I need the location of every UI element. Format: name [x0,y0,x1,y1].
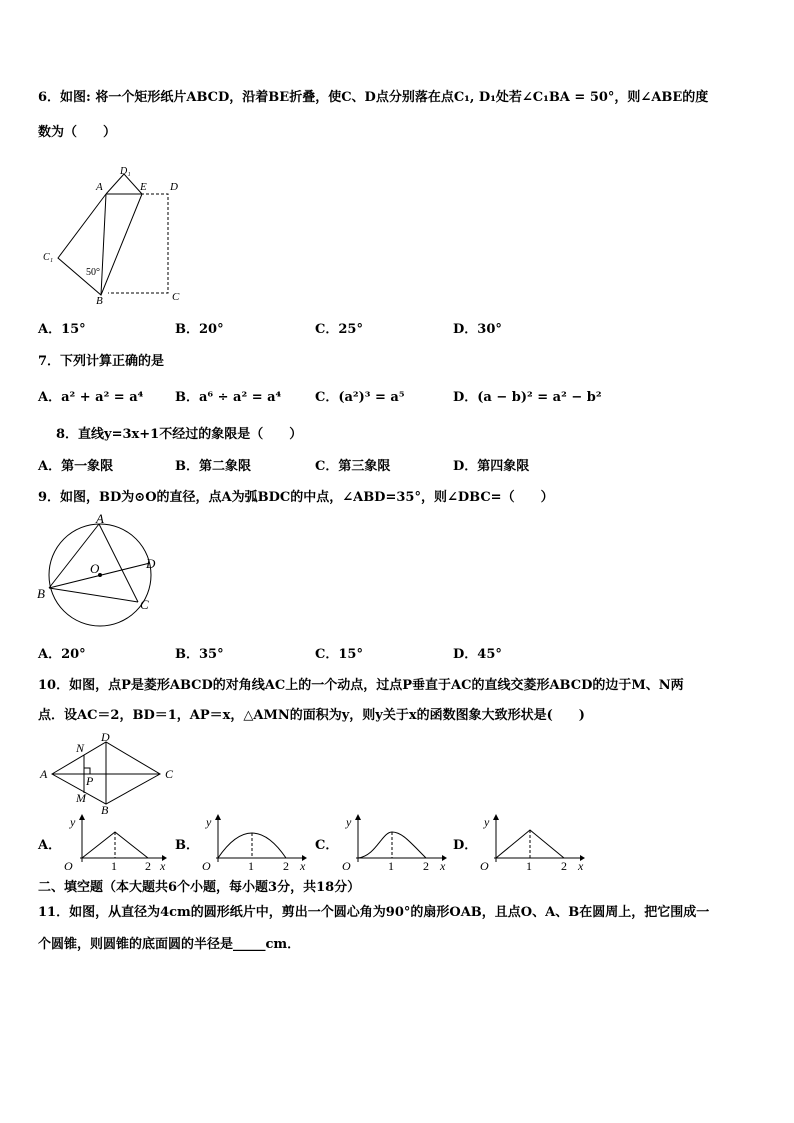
q10-option-b[interactable]: B． [175,838,199,853]
q6-label-D: D [170,181,178,193]
q9-label-O: O [90,561,100,576]
q6-label-A: A [96,181,103,193]
q10-label-N: N [76,741,85,755]
q6-figure [38,160,198,310]
q9-label-D: D [146,556,156,571]
q9-option-a[interactable]: A．20° [38,647,86,662]
q6-text-line1: 6．如图: 将一个矩形纸片ABCD，沿着BE折叠，使C、D点分别落在点C₁, D₁处若∠C₁BA = 50°，则∠ABE的度 [38,90,709,105]
q10-graph-b[interactable] [198,812,313,874]
q9-label-A: A [96,511,104,526]
svg-text:y: y [484,815,490,829]
q8-option-b[interactable]: B．第二象限 [175,459,251,474]
q10-text-line2: 点．设AC＝2，BD＝1，AP＝x，△AMN的面积为y，则y关于x的函数图象大致形状是( ) [38,708,585,723]
q10-graph-c[interactable] [338,812,453,874]
q10-label-B: B [101,803,109,817]
q10-option-c[interactable]: C． [315,838,339,853]
q9-label-B: B [37,586,45,601]
svg-text:O: O [342,859,351,873]
q9-option-b[interactable]: B．35° [175,647,224,662]
q6-label-B: B [96,295,103,307]
q9-option-d[interactable]: D．45° [453,647,502,662]
svg-text:x: x [578,859,584,873]
q10-graph-a[interactable] [60,812,170,874]
svg-text:O: O [202,859,211,873]
svg-text:2: 2 [145,859,151,873]
section2-title: 二、填空题（本大题共6个小题，每小题3分，共18分） [38,880,361,895]
svg-text:1: 1 [526,859,532,873]
q8-option-a[interactable]: A．第一象限 [38,459,114,474]
q6-label-C1: C₁ [43,252,54,263]
q6-text-line2: 数为（ ） [38,125,117,140]
q7-title: 7．下列计算正确的是 [38,354,165,369]
svg-text:y: y [346,815,352,829]
q11-text-line1: 11．如图，从直径为4cm的圆形纸片中，剪出一个圆心角为90°的扇形OAB，且点O、A、B在圆周上，把它围成一 [38,905,710,920]
svg-text:y: y [70,815,76,829]
q10-label-A: A [40,767,48,781]
q10-option-a[interactable]: A． [38,838,62,853]
q9-label-C: C [140,597,149,612]
q9-ba [49,524,99,588]
q10-text-line1: 10．如图，点P是菱形ABCD的对角线AC上的一个动点，过点P垂直于AC的直线交菱形ABCD的边于M、N两 [38,678,684,693]
svg-text:x: x [160,859,166,873]
q10-label-D: D [101,730,110,744]
q6-option-c[interactable]: C．25° [315,322,363,337]
q10-label-M: M [76,791,86,805]
q6-option-b[interactable]: B．20° [175,322,224,337]
q6-dashed-rect [106,194,168,293]
q6-folded-shape [58,194,142,295]
svg-text:O: O [64,859,73,873]
q9-bc [49,588,138,602]
q8-title: 8．直线y=3x+1不经过的象限是（ ） [56,427,303,442]
q9-option-c[interactable]: C．15° [315,647,363,662]
q10-label-C: C [165,767,174,781]
q6-label-E: E [140,181,147,193]
q7-option-b[interactable]: B．a⁶ ÷ a² = a⁴ [175,390,282,405]
svg-text:2: 2 [423,859,429,873]
q7-option-c[interactable]: C．(a²)³ = a⁵ [315,390,405,405]
svg-text:y: y [206,815,212,829]
svg-text:O: O [480,859,489,873]
q6-label-angle: 50° [86,267,100,278]
q10-option-d[interactable]: D． [453,838,478,853]
q6-label-D1: D₁ [120,166,131,177]
q11-text-line2: 个圆锥，则圆锥的底面圆的半径是_____cm． [38,937,301,952]
q6-ad1 [106,174,124,194]
svg-text:x: x [440,859,446,873]
q10-label-P: P [86,774,94,788]
q6-option-a[interactable]: A．15° [38,322,86,337]
q8-option-c[interactable]: C．第三象限 [315,459,391,474]
q10-graph-d[interactable] [476,812,591,874]
q7-option-a[interactable]: A．a² + a² = a⁴ [38,390,144,405]
q9-title: 9．如图，BD为⊙O的直径，点A为弧BDC的中点，∠ABD=35°，则∠DBC=（ ） [38,490,554,505]
q10-rhombus-figure [38,730,183,817]
q7-option-d[interactable]: D．(a − b)² = a² − b² [453,390,602,405]
q8-option-d[interactable]: D．第四象限 [453,459,530,474]
svg-text:1: 1 [388,859,394,873]
svg-text:2: 2 [283,859,289,873]
svg-text:1: 1 [248,859,254,873]
svg-text:x: x [300,859,306,873]
svg-text:1: 1 [111,859,117,873]
svg-text:2: 2 [561,859,567,873]
q6-label-C: C [172,291,180,303]
q9-figure [36,513,166,633]
q6-ab [101,194,106,295]
q6-option-d[interactable]: D．30° [453,322,502,337]
